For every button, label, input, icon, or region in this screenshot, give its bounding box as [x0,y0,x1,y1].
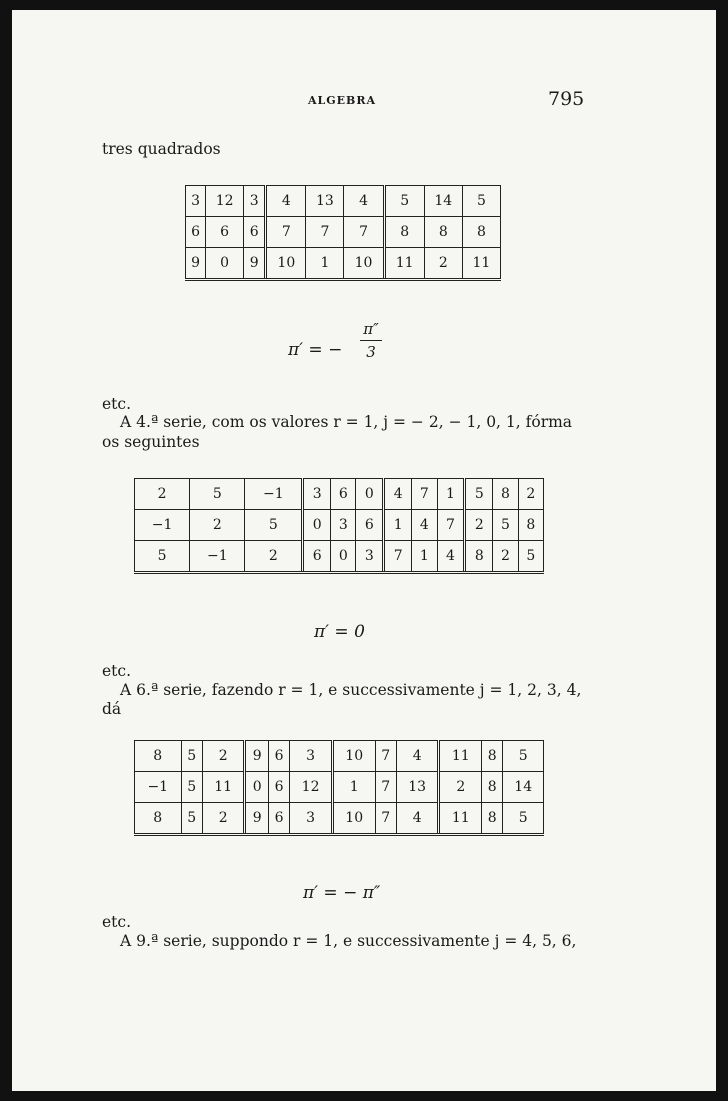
table-cell: 2 [518,479,543,510]
book-page [12,10,716,1091]
table-cell: 6 [268,803,289,835]
table-cell: 8 [465,541,493,573]
table-cell: 6 [268,741,289,772]
table-cell: 6 [356,510,384,541]
table-cell: 4 [266,186,306,217]
table-cell: 8 [493,479,518,510]
table-cell: 11 [439,741,482,772]
table-cell: 8 [482,803,503,835]
table-cell: 1 [384,510,412,541]
table-cell: 5 [518,541,543,573]
table-cell: 6 [303,541,331,573]
table-cell: 11 [439,803,482,835]
formula-1-numerator: π″ [363,320,379,338]
table-cell: 6 [206,217,244,248]
table-cell: 9 [186,248,206,280]
table-cell: 9 [245,803,268,835]
table-row [135,479,544,510]
table-cell: 5 [384,186,424,217]
table-cell: 7 [375,803,396,835]
formula-3: π′ = − π″ [303,883,381,903]
table-cell: 12 [206,186,244,217]
table-cell: 10 [332,741,375,772]
formula-1-denominator: 3 [366,343,376,361]
para-2-line-2: os seguintes [102,433,200,451]
para-4-etc: etc. [102,913,132,931]
table-cell: 3 [290,741,333,772]
table-cell: 11 [202,772,245,803]
table-cell: 2 [202,803,245,835]
fraction-bar [360,340,382,341]
table-cell: 7 [266,217,306,248]
table-cell: 7 [344,217,384,248]
table-cell: 0 [356,479,384,510]
table-cell: 3 [356,541,384,573]
table-cell: 1 [412,541,437,573]
table-cell: 11 [384,248,424,280]
table-row [186,186,501,217]
table-cell: 2 [424,248,462,280]
table-cell: 2 [135,479,190,510]
table-cell: 7 [375,741,396,772]
table-cell: 4 [384,479,412,510]
table-cell: 7 [306,217,344,248]
para-3-etc: etc. [102,662,132,680]
table-cell: 8 [482,741,503,772]
table-cell: 5 [465,479,493,510]
table-cell: 6 [186,217,206,248]
table-cell: 3 [186,186,206,217]
table-cell: 3 [331,510,356,541]
table-cell: 10 [266,248,306,280]
table-cell: 14 [503,772,544,803]
table-cell: 13 [306,186,344,217]
table-cell: 3 [303,479,331,510]
table-cell: 10 [332,803,375,835]
formula-1-fraction [360,320,382,361]
table-squares-1 [185,185,501,281]
table-cell: 10 [344,248,384,280]
table-cell: −1 [190,541,245,573]
table-cell: 0 [331,541,356,573]
table-row [135,510,544,541]
table-cell: 1 [332,772,375,803]
table-cell: 2 [465,510,493,541]
para-3-line-1: A 6.ª serie, fazendo r = 1, e successivamente j = 1, 2, 3, 4, [120,681,582,699]
table-cell: 3 [244,186,266,217]
table-cell: 5 [181,803,202,835]
table-cell: 5 [503,803,544,835]
table-cell: 2 [202,741,245,772]
table-cell: 5 [493,510,518,541]
para-4-line-1: A 9.ª serie, suppondo r = 1, e successivamente j = 4, 5, 6, [120,932,577,950]
table-cell: 0 [303,510,331,541]
table-row [186,217,501,248]
para-2-etc: etc. [102,395,132,413]
running-header-title: ALGEBRA [308,94,377,107]
table-cell: 4 [437,541,465,573]
table-cell: 3 [290,803,333,835]
table-cell: 8 [518,510,543,541]
table-cell: 7 [384,541,412,573]
formula-2: π′ = 0 [314,622,365,642]
table-cell: −1 [135,772,182,803]
table-cell: 8 [135,741,182,772]
table-cell: 13 [396,772,439,803]
table-cell: 8 [462,217,500,248]
table-cell: 5 [503,741,544,772]
table-cell: 5 [245,510,303,541]
table-row [135,741,544,772]
table-cell: 9 [245,741,268,772]
table-cell: 2 [245,541,303,573]
formula-1-lhs: π′ = − [288,340,343,360]
table-cell: 1 [306,248,344,280]
table-row [135,803,544,835]
table-cell: 4 [344,186,384,217]
table-squares-2 [134,478,544,574]
table-row [186,248,501,280]
table-cell: 6 [268,772,289,803]
table-cell: 1 [437,479,465,510]
table-cell: 7 [412,479,437,510]
table-cell: 2 [493,541,518,573]
table-cell: 11 [462,248,500,280]
table-row [135,541,544,573]
table-cell: 14 [424,186,462,217]
table-row [135,772,544,803]
table-cell: 7 [375,772,396,803]
para-2-line-1: A 4.ª serie, com os valores r = 1, j = − 2, − 1, 0, 1, fórma [120,413,573,431]
table-cell: 5 [135,541,190,573]
table-cell: 4 [412,510,437,541]
table-cell: −1 [135,510,190,541]
table-cell: 2 [190,510,245,541]
table-cell: 6 [331,479,356,510]
table-cell: 8 [135,803,182,835]
table-cell: 5 [181,772,202,803]
table-cell: 2 [439,772,482,803]
table-cell: −1 [245,479,303,510]
table-cell: 0 [245,772,268,803]
table-cell: 4 [396,803,439,835]
page-number: 795 [548,88,585,110]
table-cell: 12 [290,772,333,803]
table-cell: 8 [424,217,462,248]
table-cell: 4 [396,741,439,772]
table-cell: 0 [206,248,244,280]
table-cell: 7 [437,510,465,541]
table-cell: 5 [462,186,500,217]
table-cell: 8 [384,217,424,248]
para-3-line-2: dá [102,700,122,718]
table-cell: 5 [190,479,245,510]
table-squares-3 [134,740,544,836]
table-cell: 5 [181,741,202,772]
table-cell: 9 [244,248,266,280]
table-cell: 6 [244,217,266,248]
intro-text: tres quadrados [102,140,221,158]
table-cell: 8 [482,772,503,803]
